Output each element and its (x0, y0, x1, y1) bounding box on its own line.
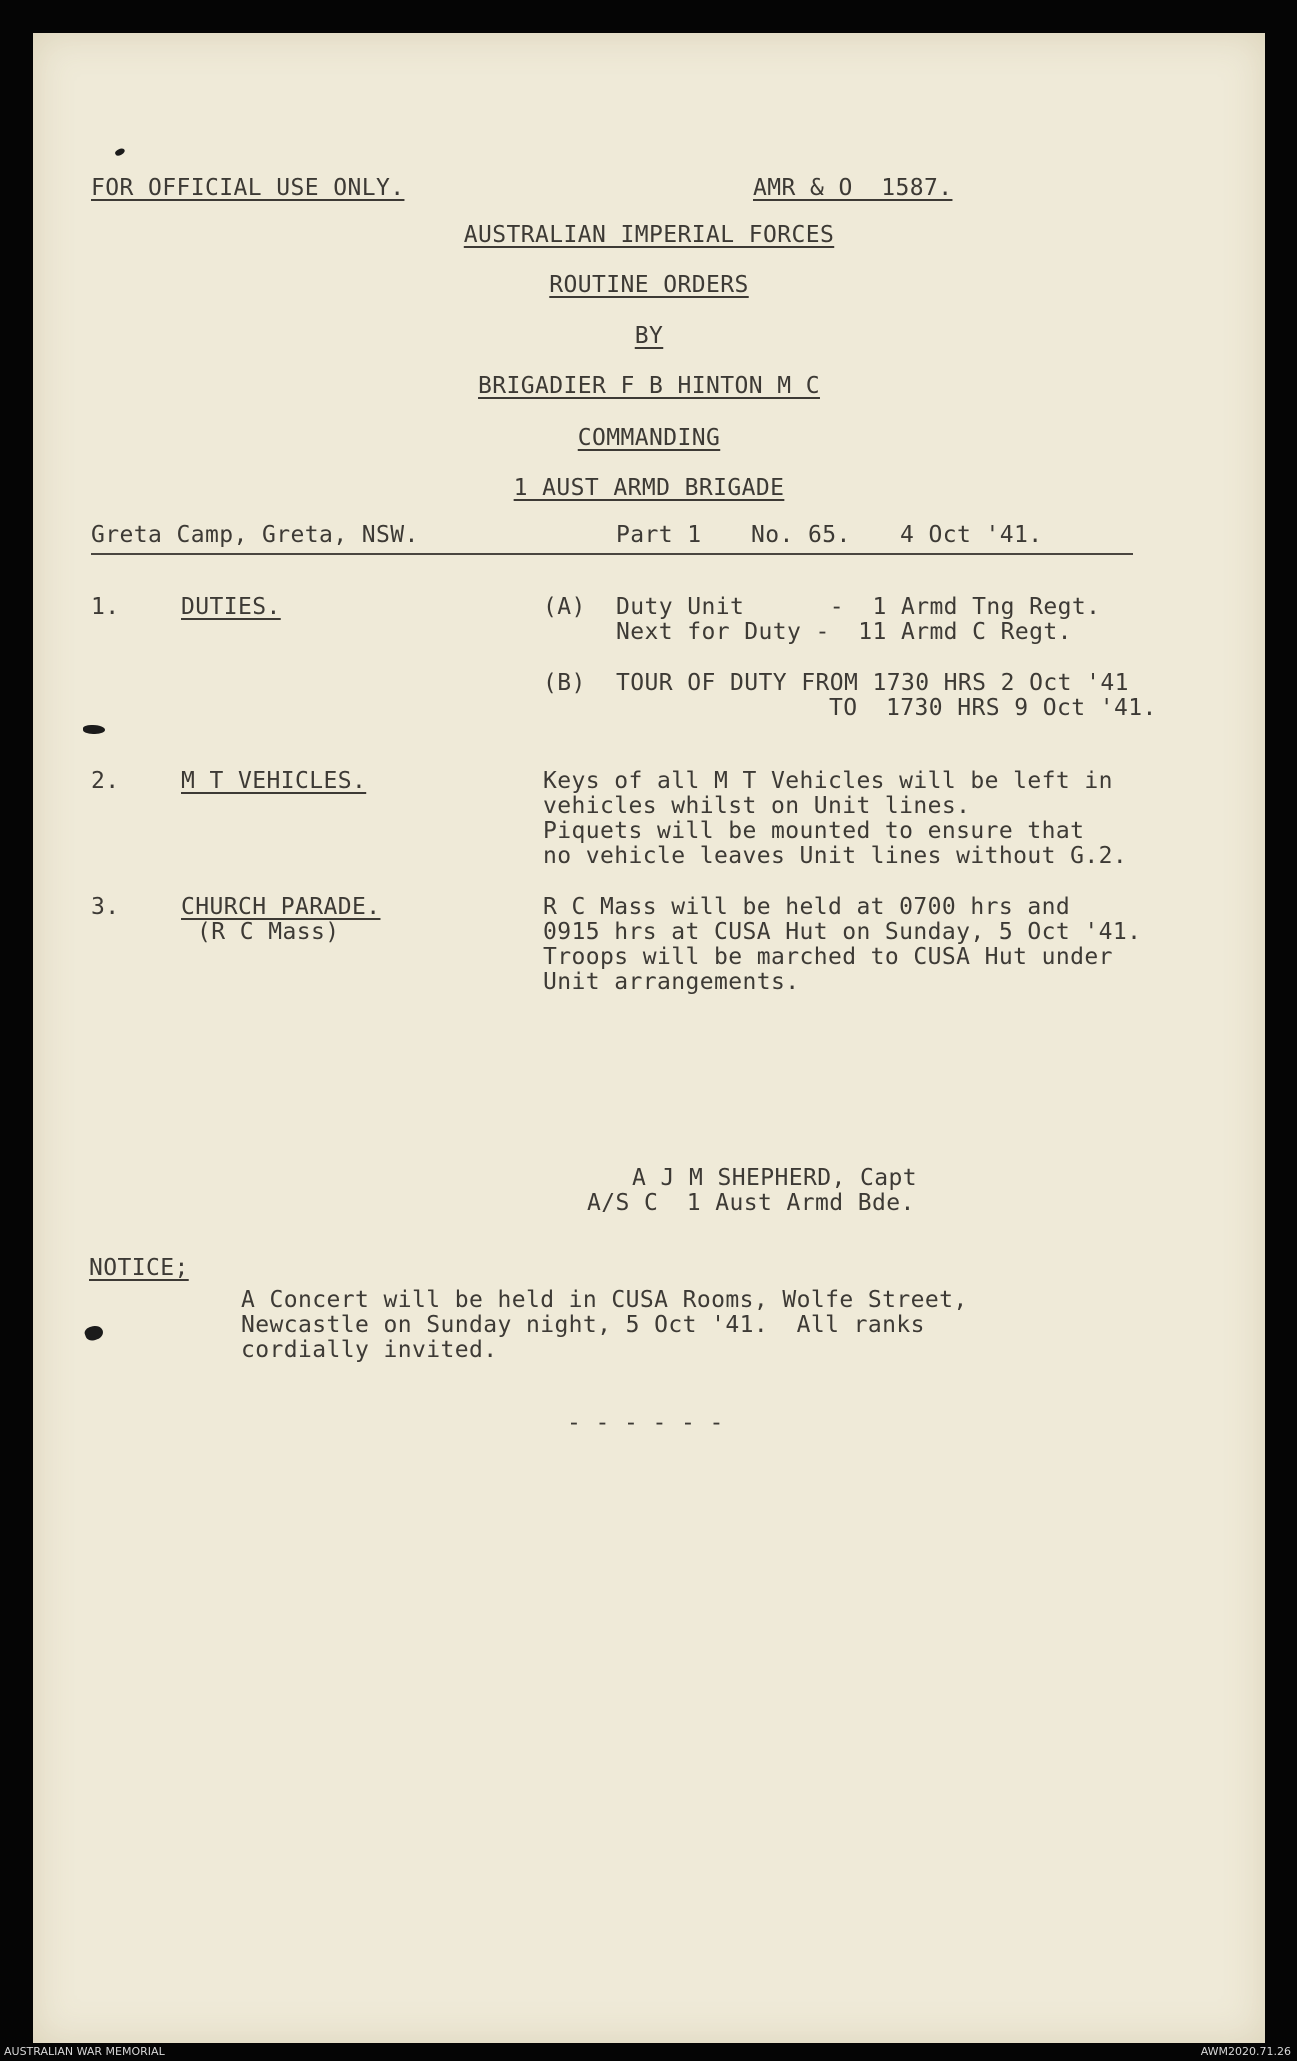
tour-from-line: TOUR OF DUTY FROM 1730 HRS 2 Oct '41 (616, 670, 1129, 696)
body-line: Troops will be marched to CUSA Hut under (543, 944, 1113, 970)
title-line-5: COMMANDING (577, 425, 721, 451)
item-heading: DUTIES. (181, 594, 281, 620)
title-line-1: AUSTRALIAN IMPERIAL FORCES (463, 222, 835, 248)
item-number: 2. (91, 768, 120, 794)
part-label: Part 1 (616, 522, 702, 548)
body-line: Unit arrangements. (543, 969, 800, 995)
signature-name: A J M SHEPHERD, Capt (632, 1165, 917, 1191)
issue-number: No. 65. (751, 522, 851, 548)
body-line: R C Mass will be held at 0700 hrs and (543, 894, 1071, 920)
notice-line: cordially invited. (241, 1337, 498, 1363)
next-duty-line: Next for Duty - 11 Armd C Regt. (616, 619, 1072, 645)
body-line: vehicles whilst on Unit lines. (543, 793, 971, 819)
sub-label: (B) (543, 670, 586, 696)
duty-unit-line: Duty Unit - 1 Armd Tng Regt. (616, 594, 1101, 620)
notice-heading: NOTICE; (89, 1255, 189, 1281)
order-number: AMR & O 1587. (753, 175, 953, 201)
title-line-2: ROUTINE ORDERS (549, 272, 749, 298)
body-line: 0915 hrs at CUSA Hut on Sunday, 5 Oct '41. (543, 919, 1142, 945)
sub-label: (A) (543, 594, 586, 620)
title-line-3: BY (634, 323, 664, 349)
notice-line: A Concert will be held in CUSA Rooms, Wolfe Street, (241, 1287, 968, 1313)
item-heading: M T VEHICLES. (181, 768, 367, 794)
classification-label: FOR OFFICIAL USE ONLY. (91, 175, 405, 201)
end-mark: - - - - - - (567, 1410, 724, 1436)
ink-mark (83, 725, 105, 734)
footer-credit: AUSTRALIAN WAR MEMORIAL (4, 2045, 165, 2058)
notice-line: Newcastle on Sunday night, 5 Oct '41. All ranks (241, 1312, 925, 1338)
header-rule (91, 553, 1133, 555)
ink-mark (83, 1323, 105, 1342)
body-line: Keys of all M T Vehicles will be left in (543, 768, 1113, 794)
tour-to-line: TO 1730 HRS 9 Oct '41. (829, 695, 1157, 721)
document-sheet (33, 33, 1265, 2043)
item-number: 3. (91, 894, 120, 920)
footer-accession: AWM2020.71.26 (1200, 2045, 1291, 2058)
body-line: no vehicle leaves Unit lines without G.2. (543, 843, 1128, 869)
location: Greta Camp, Greta, NSW. (91, 522, 419, 548)
ink-mark (114, 147, 126, 157)
body-line: Piquets will be mounted to ensure that (543, 818, 1085, 844)
title-line-6: 1 AUST ARMD BRIGADE (513, 475, 785, 501)
title-line-4: BRIGADIER F B HINTON M C (478, 373, 820, 399)
item-subheading: (R C Mass) (197, 919, 340, 945)
item-number: 1. (91, 594, 120, 620)
item-heading: CHURCH PARADE. (181, 894, 381, 920)
issue-date: 4 Oct '41. (900, 522, 1043, 548)
signature-appointment: A/S C 1 Aust Armd Bde. (587, 1190, 915, 1216)
